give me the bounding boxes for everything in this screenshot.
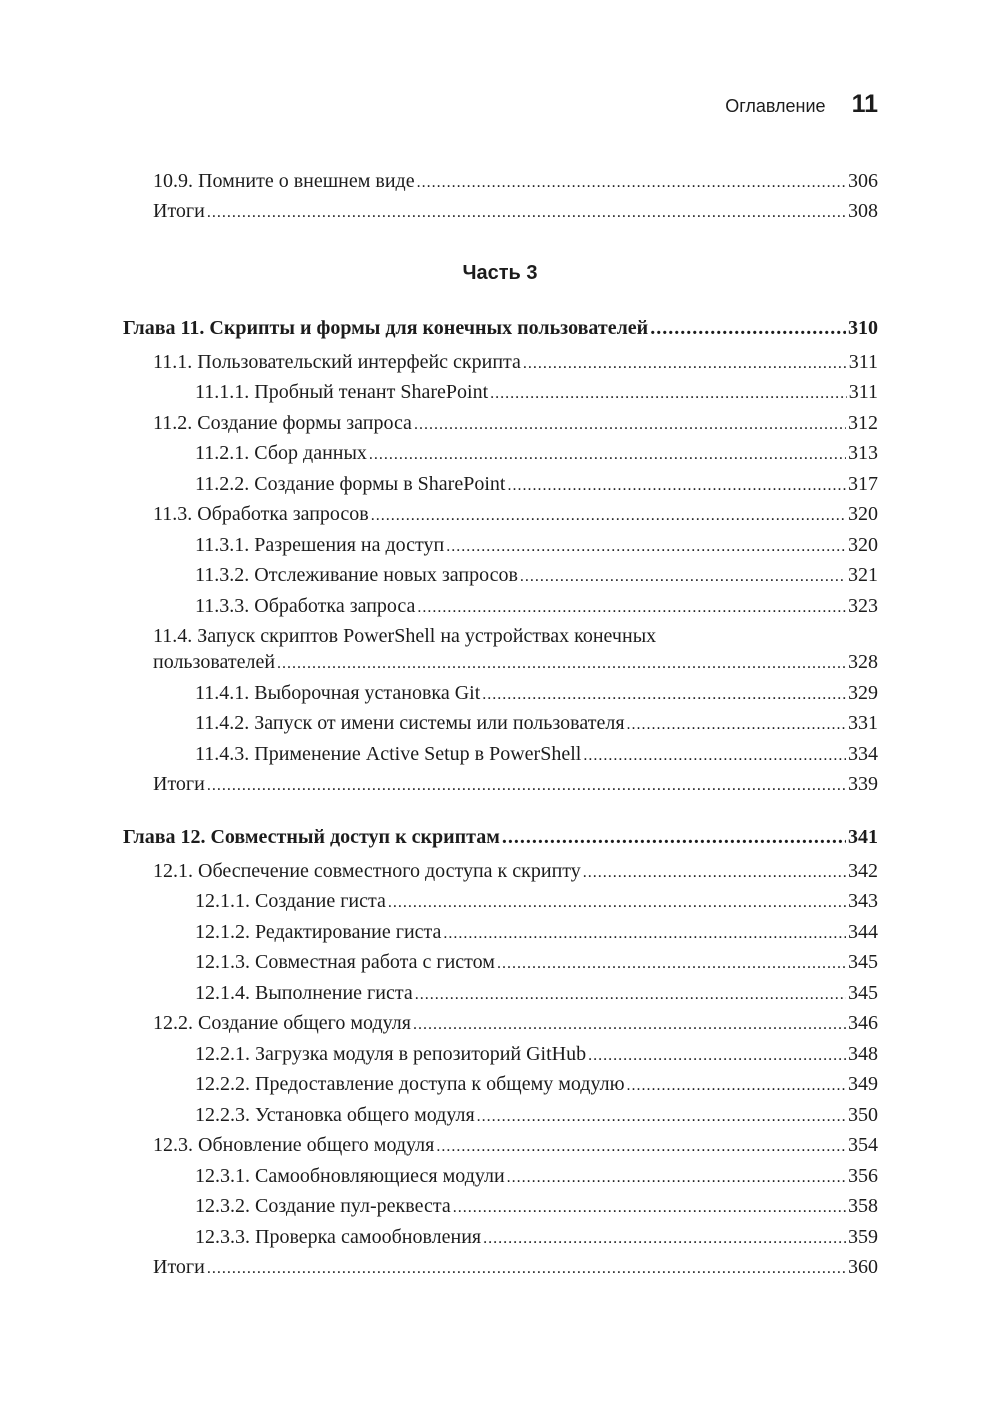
toc-entry-title: 12.2. Создание общего модуля [153, 1012, 411, 1034]
page-number: 11 [851, 90, 878, 118]
dot-leader [490, 379, 847, 409]
toc-entry-title: 11.3.2. Отслеживание новых запросов [195, 564, 518, 586]
dot-leader [277, 649, 846, 679]
toc-entry-page: 321 [848, 564, 878, 586]
toc-entry-page: 349 [848, 1073, 878, 1095]
toc-subentry[interactable] [195, 1222, 878, 1252]
toc-entry-title: 11.3.1. Разрешения на доступ [195, 534, 445, 556]
toc-subentry[interactable] [195, 947, 878, 977]
dot-leader [207, 198, 846, 228]
toc-entry-page: 328 [848, 651, 878, 673]
toc-subentry[interactable] [195, 886, 878, 916]
toc-entry-title: 12.3. Обновление общего модуля [153, 1134, 435, 1156]
toc-entry-title: 11.1.1. Пробный тенант SharePoint [195, 381, 489, 403]
toc-entry-page: 356 [848, 1165, 878, 1187]
toc-entry-page: 331 [848, 712, 878, 734]
toc-entry-title: 12.2.3. Установка общего модуля [195, 1104, 475, 1126]
toc-entry-title: 12.1. Обеспечение совместного доступа к скрипту [153, 860, 581, 882]
toc-entry-page: 329 [848, 682, 878, 704]
toc-subentry[interactable] [195, 530, 878, 560]
toc-entry-title-line1[interactable]: 11.4. Запуск скриптов PowerShell на устройствах конечных [153, 625, 657, 647]
dot-leader [507, 471, 846, 501]
dot-leader [446, 532, 846, 562]
dot-leader [453, 1193, 846, 1223]
toc-entry-title: 10.9. Помните о внешнем виде [153, 170, 415, 192]
chapter-title: Глава 11. Скрипты и формы для конечных пользователей [123, 317, 649, 339]
toc-entry-page: 339 [848, 773, 878, 795]
dot-leader [417, 593, 846, 623]
toc-entry-page: 358 [848, 1195, 878, 1217]
toc-entry-title: 12.3.2. Создание пул-реквеста [195, 1195, 451, 1217]
toc-entry-title: 11.2.1. Сбор данных [195, 442, 367, 464]
toc-subentry[interactable] [195, 591, 878, 621]
running-header-title: Оглавление [725, 96, 826, 116]
toc-entry-page: 345 [848, 982, 878, 1004]
toc-entry-page: 350 [848, 1104, 878, 1126]
toc-entry-title: Итоги [153, 773, 205, 795]
toc-entry[interactable] [153, 1252, 878, 1282]
chapter-heading[interactable] [123, 313, 878, 343]
toc-subentry[interactable] [195, 1161, 878, 1191]
dot-leader [443, 919, 846, 949]
toc-entry-title: 11.1. Пользовательский интерфейс скрипта [153, 351, 521, 373]
dot-leader [477, 1102, 846, 1132]
toc-entry[interactable] [153, 769, 878, 799]
toc-entry-page: 346 [848, 1012, 878, 1034]
toc-entry-page: 317 [848, 473, 878, 495]
dot-leader [388, 888, 846, 918]
toc-subentry[interactable] [195, 678, 878, 708]
toc-subentry[interactable] [195, 739, 878, 769]
toc-subentry[interactable] [195, 978, 878, 1008]
toc-entry-title: 12.2.2. Предоставление доступа к общему модулю [195, 1073, 625, 1095]
toc-entry[interactable] [153, 347, 878, 377]
toc-entry-page: 323 [848, 595, 878, 617]
toc-entry[interactable] [153, 166, 878, 196]
dot-leader [588, 1041, 846, 1071]
toc-entry-title: 11.2.2. Создание формы в SharePoint [195, 473, 506, 495]
toc-subentry[interactable] [195, 377, 878, 407]
toc-subentry[interactable] [195, 1100, 878, 1130]
toc-entry-page: 360 [848, 1256, 878, 1278]
dot-leader [369, 440, 846, 470]
dot-leader [650, 313, 846, 343]
toc-entry[interactable] [153, 196, 878, 226]
chapter-page: 341 [848, 826, 878, 848]
toc-entry-page: 311 [848, 381, 878, 403]
toc-entry-page: 308 [848, 200, 878, 222]
toc-entry-title: 11.3. Обработка запросов [153, 503, 369, 525]
part-title: Часть 3 [462, 262, 538, 284]
toc-entry[interactable] [153, 856, 878, 886]
toc-entry-title: 11.2. Создание формы запроса [153, 412, 412, 434]
dot-leader [483, 1224, 846, 1254]
dot-leader [523, 349, 847, 379]
toc-subentry[interactable] [195, 917, 878, 947]
toc-subentry[interactable] [195, 560, 878, 590]
dot-leader [207, 1254, 846, 1284]
toc-entry-page: 342 [848, 860, 878, 882]
dot-leader [627, 710, 846, 740]
toc-entry[interactable] [153, 647, 878, 677]
toc-entry-title: Итоги [153, 200, 205, 222]
chapter-heading[interactable] [123, 822, 878, 852]
dot-leader [497, 949, 846, 979]
toc-entry-page: 320 [848, 534, 878, 556]
toc-entry[interactable] [153, 408, 878, 438]
toc-subentry[interactable] [195, 1069, 878, 1099]
chapter-title: Глава 12. Совместный доступ к скриптам [123, 826, 500, 848]
toc-entry-page: 334 [848, 743, 878, 765]
toc-subentry[interactable] [195, 708, 878, 738]
toc-entry-title: 11.4.1. Выборочная установка Git [195, 682, 481, 704]
toc-entry-title: 11.3.3. Обработка запроса [195, 595, 416, 617]
toc-entry-page: 306 [848, 170, 878, 192]
dot-leader [583, 858, 846, 888]
toc-subentry[interactable] [195, 469, 878, 499]
toc-entry-title: Итоги [153, 1256, 205, 1278]
dot-leader [520, 562, 846, 592]
toc-entry-title: 11.4.2. Запуск от имени системы или пользователя [195, 712, 625, 734]
toc-entry[interactable] [153, 1130, 878, 1160]
toc-entry-page: 348 [848, 1043, 878, 1065]
running-header [0, 90, 878, 119]
toc-entry-page: 354 [848, 1134, 878, 1156]
dot-leader [502, 822, 846, 852]
dot-leader [207, 771, 846, 801]
toc-entry-page: 344 [848, 921, 878, 943]
toc-entry-title: 12.1.4. Выполнение гиста [195, 982, 413, 1004]
toc-entry-page: 345 [848, 951, 878, 973]
toc-entry-title: 12.3.1. Самообновляющиеся модули [195, 1165, 505, 1187]
dot-leader [371, 501, 846, 531]
toc-subentry[interactable] [195, 1039, 878, 1069]
toc-entry-title: 12.1.1. Создание гиста [195, 890, 386, 912]
toc-entry[interactable] [153, 1008, 878, 1038]
dot-leader [507, 1163, 846, 1193]
toc-entry-page: 311 [848, 351, 878, 373]
dot-leader [627, 1071, 846, 1101]
toc-entry-page: 343 [848, 890, 878, 912]
dot-leader [415, 980, 846, 1010]
toc-entry-title: 12.1.3. Совместная работа с гистом [195, 951, 495, 973]
chapter-page: 310 [848, 317, 878, 339]
dot-leader [417, 168, 846, 198]
toc-subentry[interactable] [195, 438, 878, 468]
toc-entry-page: 313 [848, 442, 878, 464]
toc-entry-title: 12.3.3. Проверка самообновления [195, 1226, 482, 1248]
toc-entry-page: 320 [848, 503, 878, 525]
dot-leader [414, 410, 846, 440]
toc-entry[interactable] [153, 499, 878, 529]
toc-subentry[interactable] [195, 1191, 878, 1221]
dot-leader [583, 741, 846, 771]
toc-entry-page: 312 [848, 412, 878, 434]
dot-leader [413, 1010, 846, 1040]
dot-leader [436, 1132, 846, 1162]
toc-entry-page: 359 [848, 1226, 878, 1248]
toc-entry-title: 12.2.1. Загрузка модуля в репозиторий GitHub [195, 1043, 587, 1065]
toc-entry-title: 12.1.2. Редактирование гиста [195, 921, 442, 943]
toc-entry-title-line2: пользователей [153, 651, 276, 673]
dot-leader [482, 680, 846, 710]
toc-entry-title: 11.4.3. Применение Active Setup в PowerShell [195, 743, 582, 765]
